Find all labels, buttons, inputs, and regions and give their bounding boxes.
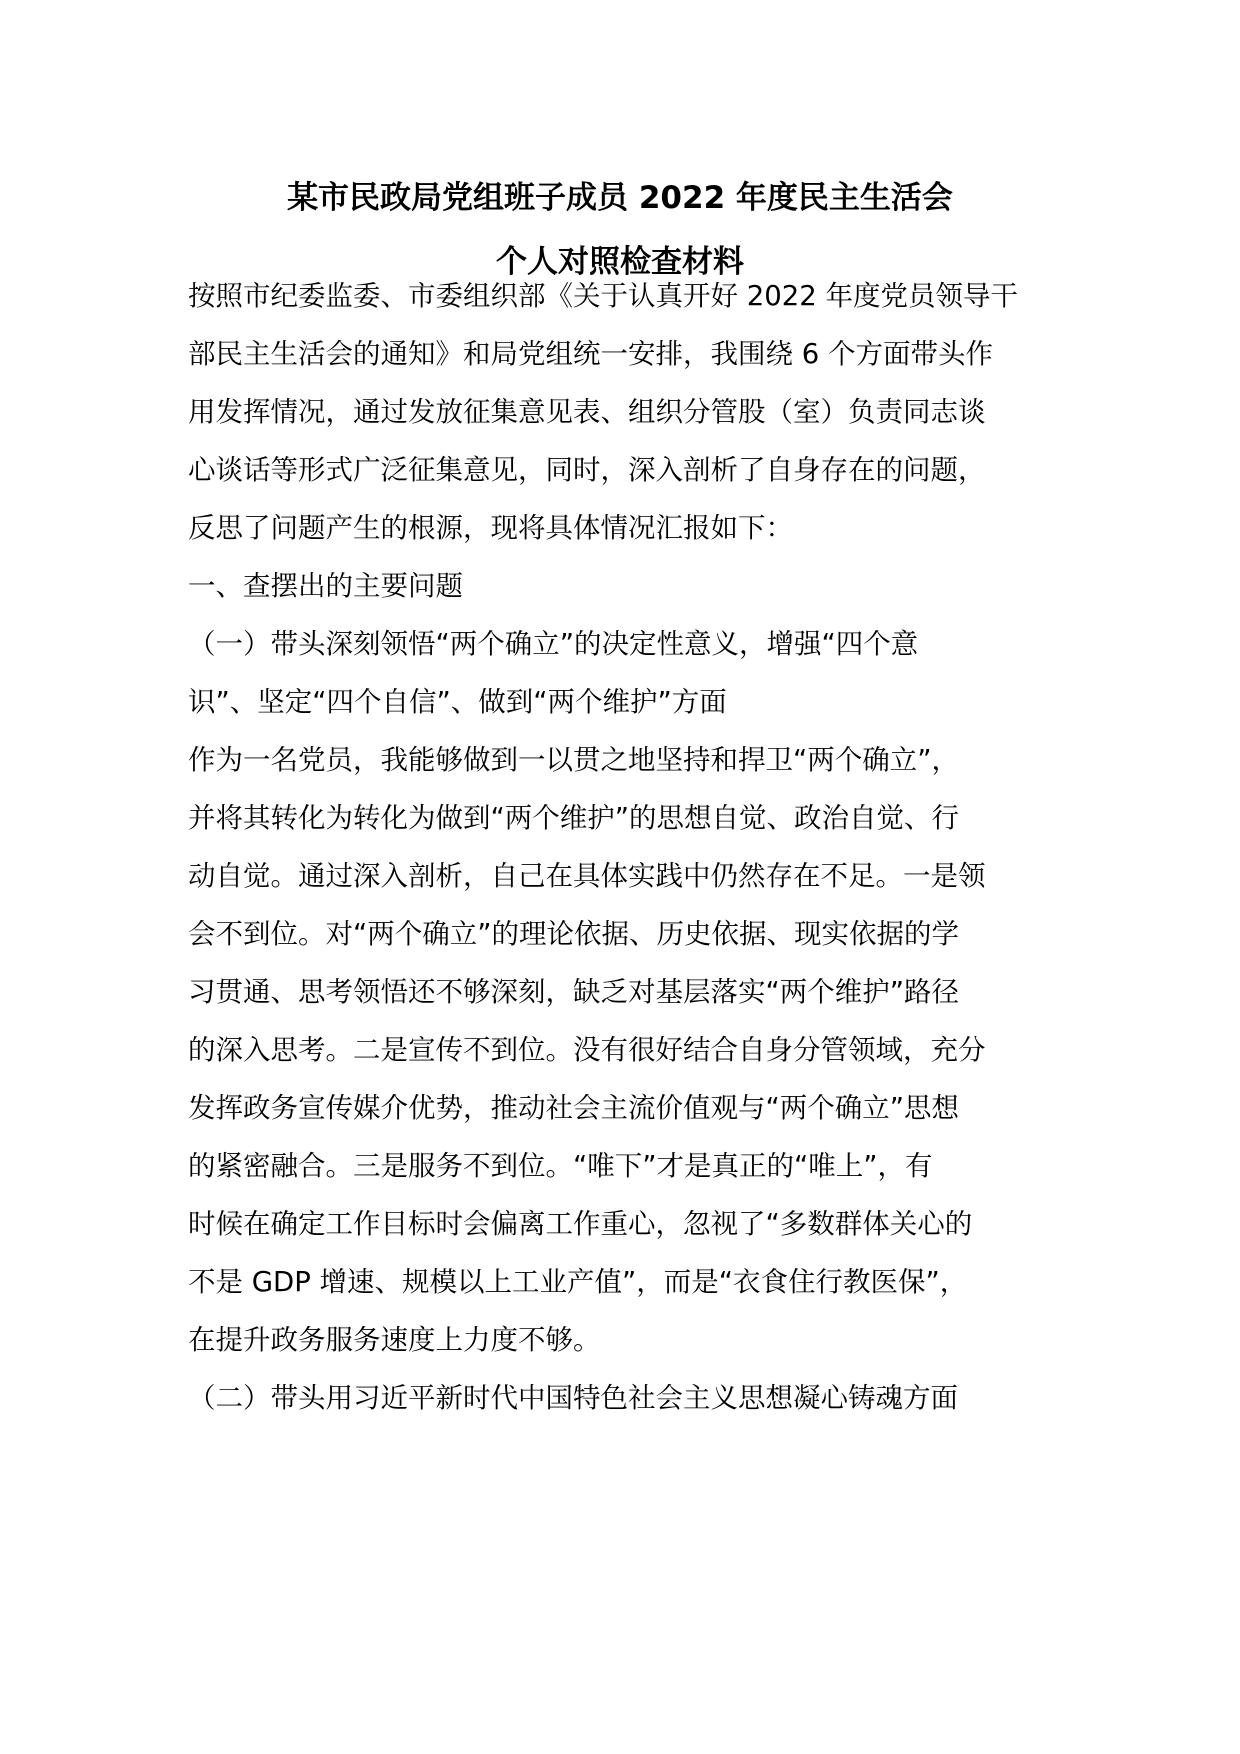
subsection-heading-1: （一）带头深刻领悟“两个确立”的决定性意义，增强“四个意 bbox=[188, 628, 919, 660]
section-heading-1: 一、查摆出的主要问题 bbox=[188, 570, 463, 602]
body-paragraph-line: 习贯通、思考领悟还不够深刻，缺乏对基层落实“两个维护”路径 bbox=[188, 976, 959, 1008]
intro-paragraph-line: 心谈话等形式广泛征集意见，同时，深入剖析了自身存在的问题， bbox=[188, 454, 986, 486]
subsection-heading-2: （二）带头用习近平新时代中国特色社会主义思想凝心铸魂方面 bbox=[188, 1382, 958, 1414]
body-paragraph-line: 时候在确定工作目标时会偏离工作重心，忽视了“多数群体关心的 bbox=[188, 1208, 973, 1240]
body-paragraph-line: 并将其转化为转化为做到“两个维护”的思想自觉、政治自觉、行 bbox=[188, 802, 959, 834]
body-paragraph-line: 的紧密融合。三是服务不到位。“唯下”才是真正的“唯上”，有 bbox=[188, 1150, 933, 1182]
body-paragraph-line: 作为一名党员，我能够做到一以贯之地坚持和捍卫“两个确立”， bbox=[188, 744, 959, 776]
body-paragraph-line: 在提升政务服务速度上力度不够。 bbox=[188, 1324, 601, 1356]
intro-paragraph-line: 反思了问题产生的根源，现将具体情况汇报如下： bbox=[188, 512, 793, 544]
body-paragraph-line: 会不到位。对“两个确立”的理论依据、历史依据、现实依据的学 bbox=[188, 918, 959, 950]
body-paragraph-line: 发挥政务宣传媒介优势，推动社会主流价值观与“两个确立”思想 bbox=[188, 1092, 959, 1124]
body-paragraph-line: 的深入思考。二是宣传不到位。没有很好结合自身分管领域，充分 bbox=[188, 1034, 986, 1066]
document-title-line-1: 某市民政局党组班子成员 2022 年度民主生活会 bbox=[287, 180, 953, 216]
subsection-heading-1: 识”、坚定“四个自信”、做到“两个维护”方面 bbox=[188, 686, 727, 718]
intro-paragraph-line: 按照市纪委监委、市委组织部《关于认真开好 2022 年度党员领导干 bbox=[188, 280, 1018, 312]
document-title-line-2: 个人对照检查材料 bbox=[496, 244, 744, 280]
intro-paragraph-line: 部民主生活会的通知》和局党组统一安排，我围绕 6 个方面带头作 bbox=[188, 338, 993, 370]
body-paragraph-line: 不是 GDP 增速、规模以上工业产值”，而是“衣食住行教医保”， bbox=[188, 1266, 968, 1298]
body-paragraph-line: 动自觉。通过深入剖析，自己在具体实践中仍然存在不足。一是领 bbox=[188, 860, 986, 892]
intro-paragraph-line: 用发挥情况，通过发放征集意见表、组织分管股（室）负责同志谈 bbox=[188, 396, 986, 428]
